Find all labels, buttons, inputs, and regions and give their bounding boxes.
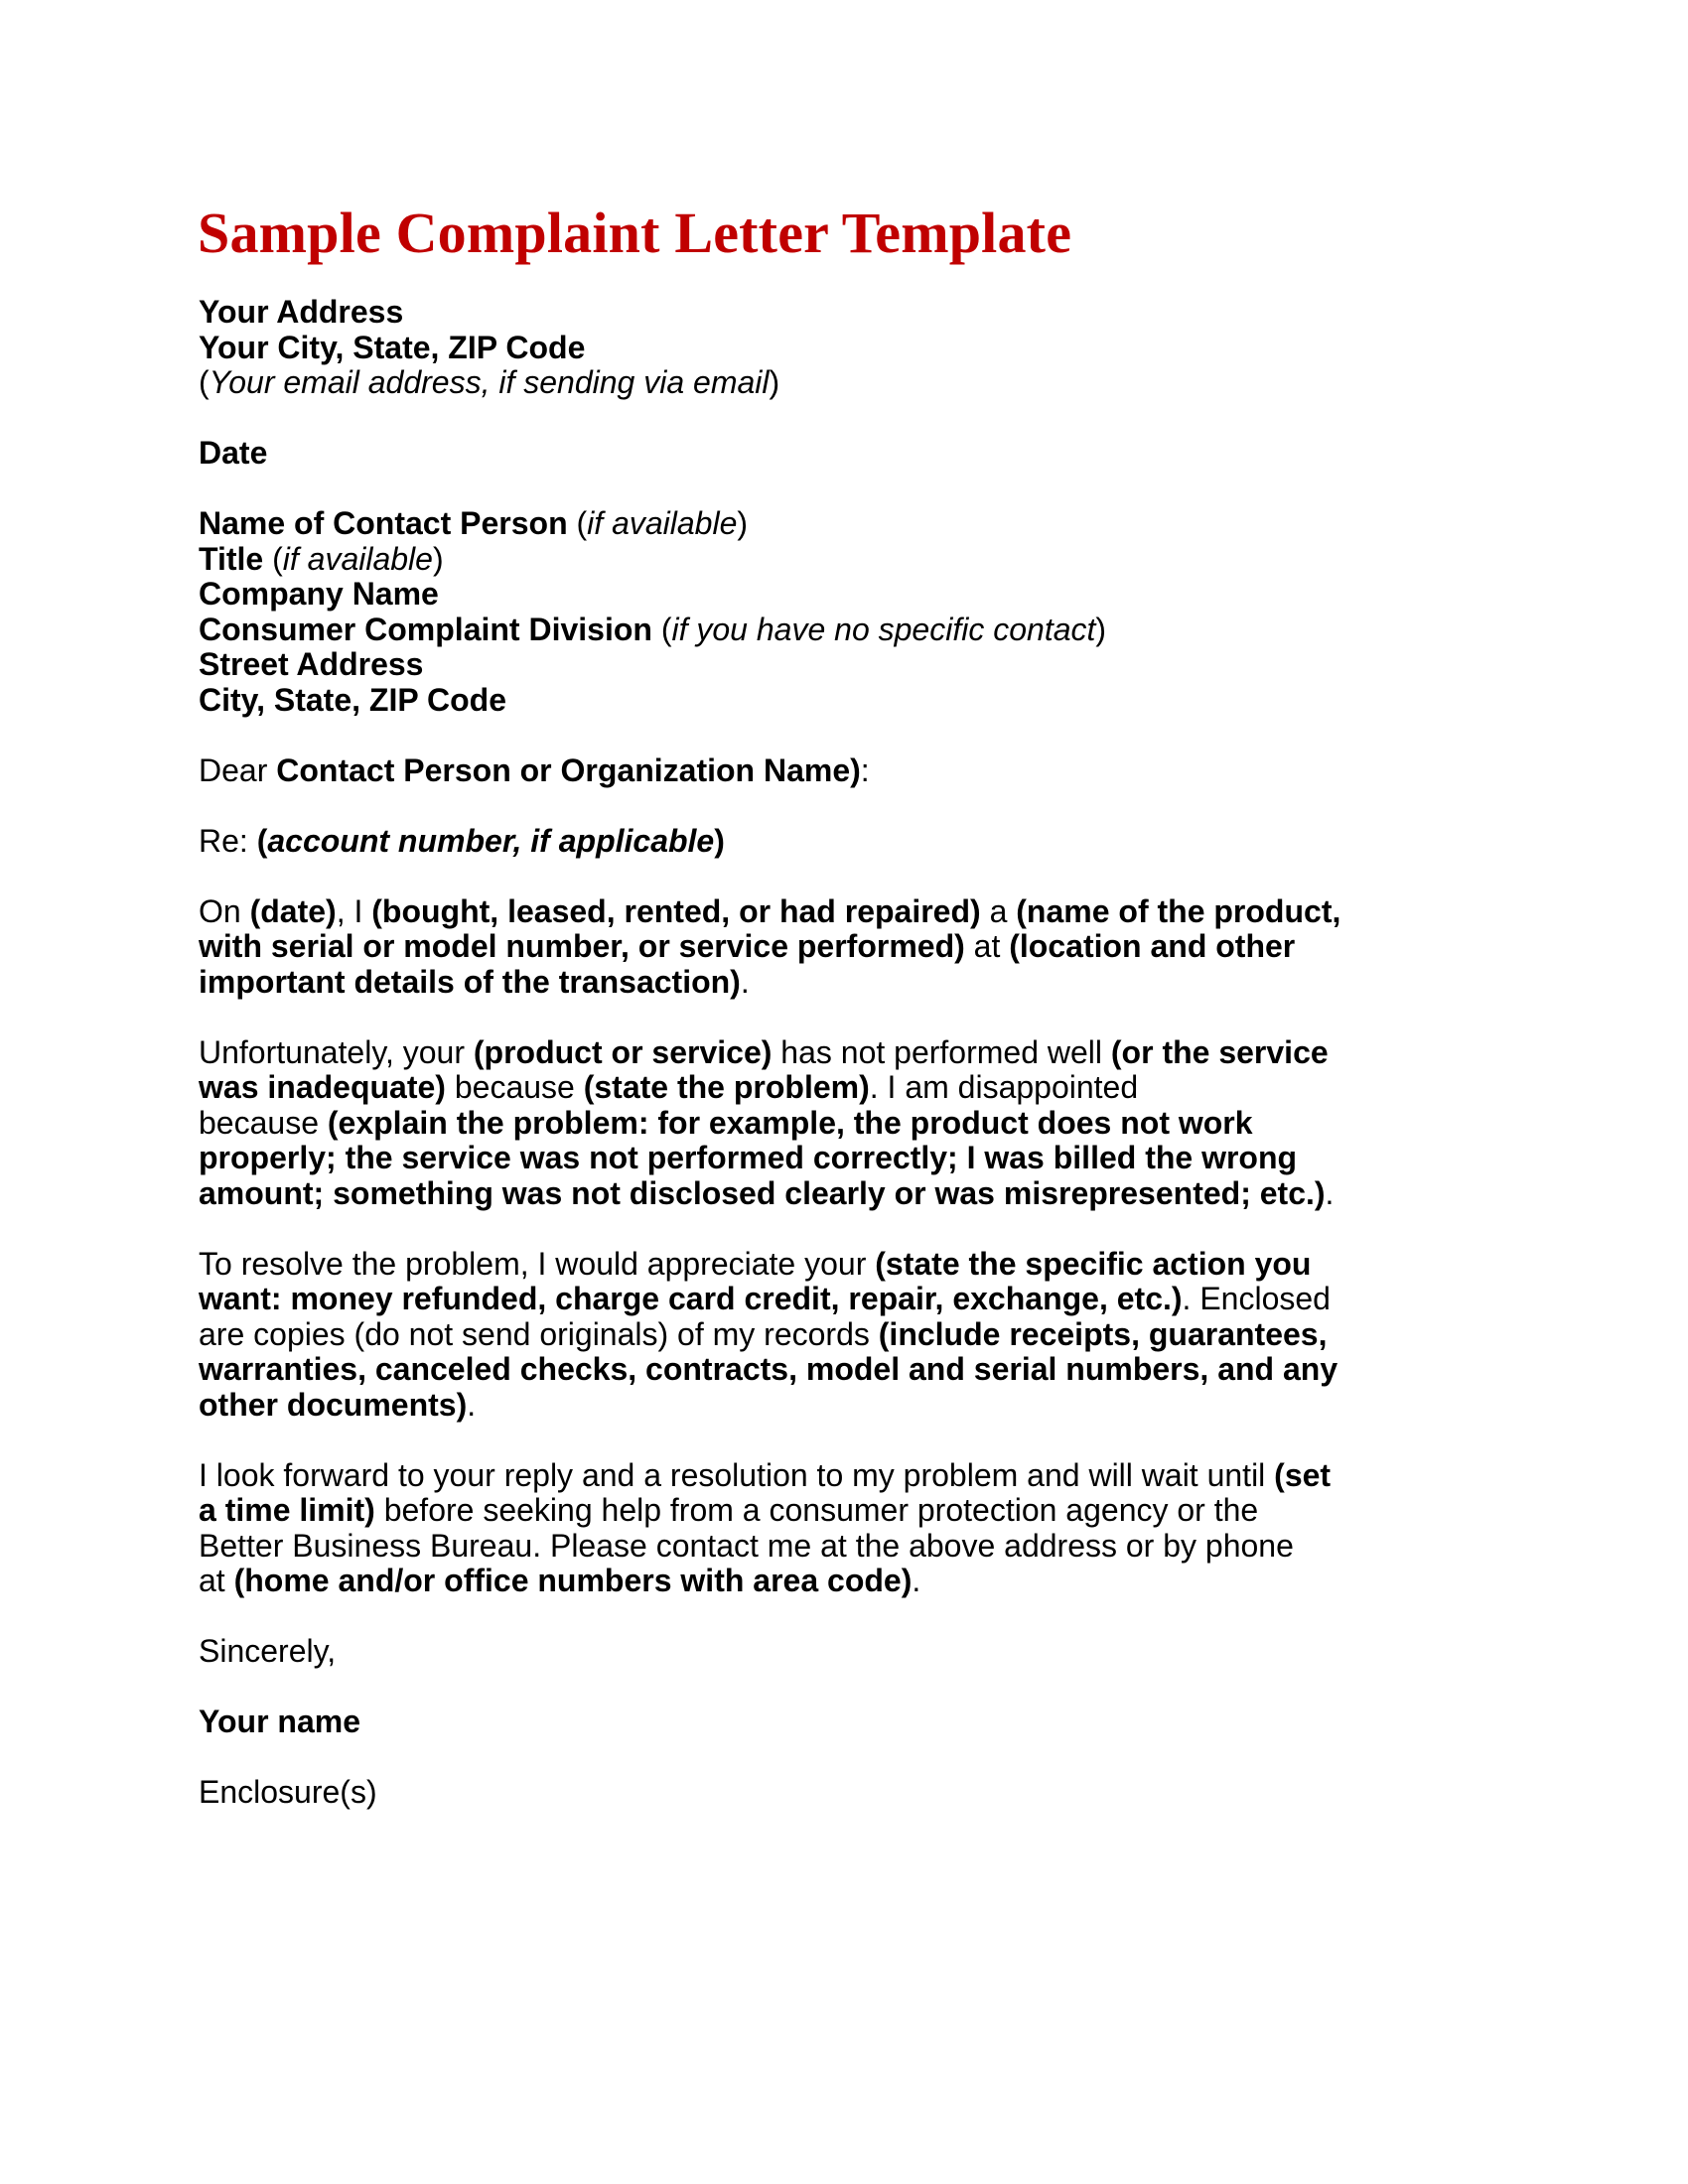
bold-text: Company Name [199,576,439,612]
bold-text: other documents) [199,1386,468,1423]
plain-text: because [445,1069,584,1105]
bold-text: Your City, State, ZIP Code [199,329,586,365]
text-line [199,331,1509,366]
text-line [199,1141,1509,1176]
plain-text: ) [769,364,780,400]
text-line [199,753,1509,789]
text-line [199,683,1509,719]
text-line [199,1775,1509,1811]
recipient-address [199,506,1509,718]
text-line [199,824,1509,860]
text-line [199,542,1509,578]
text-line [199,1529,1509,1565]
text-line [199,1564,1509,1599]
text-line [199,1352,1509,1388]
plain-text: . [740,963,750,1000]
bold-text: Contact Person or Organization Name) [276,751,861,788]
bold-text: amount; something was not disclosed clearly or was misrepresented; etc.) [199,1174,1326,1211]
text-line [199,1070,1509,1106]
plain-text: at [964,928,1010,964]
italic-text: Your email address, if sending via email [209,364,770,400]
bold-text: Street Address [199,646,424,682]
plain-text: , I [336,892,372,929]
plain-text: ( [567,505,588,541]
text-line [199,1317,1509,1353]
text-line [199,1634,1509,1670]
plain-text: are copies (do not send originals) of my records [199,1315,879,1352]
bold-text: a time limit) [199,1492,375,1528]
paragraph-deadline [199,1458,1509,1599]
bold-text: (state the problem) [583,1069,870,1105]
text-line [199,295,1509,331]
text-line [199,365,1509,401]
italic-text: if available [282,540,433,577]
plain-text: ( [199,364,210,400]
plain-text: Dear [199,751,277,788]
plain-text: a [980,892,1017,929]
document-title: Sample Complaint Letter Template [198,201,1072,265]
bold-text: (include receipts, guarantees, [878,1315,1328,1352]
bold-text: City, State, ZIP Code [199,681,506,718]
plain-text: ( [651,611,672,647]
plain-text: ) [432,540,444,577]
salutation [199,753,1509,789]
plain-text: because [199,1104,328,1141]
paragraph-resolution [199,1247,1509,1424]
bold-text: important details of the transaction) [199,963,741,1000]
text-line [199,613,1509,648]
bold-text: was inadequate) [199,1069,446,1105]
bold-text: (explain the problem: for example, the product does not work [327,1104,1253,1141]
bold-text: ) [714,822,725,859]
bold-text: (location and other [1009,928,1296,964]
plain-text: before seeking help from a consumer protection agency or the [374,1492,1259,1528]
plain-text: . [1325,1174,1335,1211]
sender-address [199,295,1509,401]
plain-text: Enclosure(s) [199,1774,377,1810]
plain-text: . [912,1563,921,1598]
text-line [199,1035,1509,1071]
bold-text: warranties, canceled checks, contracts, model and serial numbers, and any [199,1351,1338,1387]
plain-text: Sincerely, [199,1633,337,1669]
plain-text: Unfortunately, your [199,1033,474,1070]
text-line [199,436,1509,472]
plain-text: I look forward to your reply and a resolution to my problem and will wait until [199,1456,1275,1493]
text-line [199,1458,1509,1494]
date [199,436,1509,472]
text-line [199,1388,1509,1424]
bold-text: (date) [249,892,337,929]
bold-text: Your name [199,1704,360,1739]
bold-text: properly; the service was not performed correctly; I was billed the wrong [199,1140,1298,1175]
plain-text: ) [1095,611,1107,647]
bold-text: ( [256,822,268,859]
bold-text: Name of Contact Person [199,505,568,541]
text-line [199,1176,1509,1212]
plain-text: Re: [199,822,257,859]
plain-text: . Enclosed [1182,1281,1331,1316]
plain-text: . I am disappointed [869,1069,1139,1105]
plain-text: has not performed well [772,1033,1111,1070]
plain-text: ( [263,540,283,577]
bold-text: (or the service [1110,1033,1329,1070]
bold-text: Consumer Complaint Division [199,611,652,647]
bold-text: with serial or model number, or service performed) [199,928,965,964]
text-line [199,929,1509,965]
text-line [199,965,1509,1001]
paragraph-purchase [199,894,1509,1001]
plain-text: Better Business Bureau. Please contact me at the above address or by phone [199,1527,1294,1564]
italic-text: if available [587,505,738,541]
text-line [199,1247,1509,1283]
plain-text: ) [737,505,749,541]
plain-text: On [199,892,250,929]
bold-text: (bought, leased, rented, or had repaired) [371,892,981,929]
paragraph-problem [199,1035,1509,1212]
bold-text: (home and/or office numbers with area code) [233,1563,913,1598]
bold-text: (name of the product, [1016,892,1341,929]
bold-text: Your Address [199,294,404,330]
text-line [199,647,1509,683]
bold-text: (set [1274,1456,1332,1493]
plain-text: at [199,1563,234,1598]
closing [199,1634,1509,1670]
text-line [199,1106,1509,1142]
plain-text: : [860,751,870,788]
bold-text: Date [199,435,268,471]
text-line [199,1282,1509,1317]
text-line [199,1705,1509,1740]
bold-text: (product or service) [473,1033,773,1070]
subject-line [199,824,1509,860]
bold-text: want: money refunded, charge card credit, repair, exchange, etc.) [199,1281,1183,1316]
signature-name [199,1705,1509,1740]
plain-text: To resolve the problem, I would appreciate your [199,1245,876,1282]
text-line [199,577,1509,613]
text-line [199,894,1509,930]
italic-text: if you have no specific contact [671,611,1096,647]
text-line [199,506,1509,542]
bold-text: (state the specific action you [875,1245,1312,1282]
bold-italic-text: account number, if applicable [267,822,715,859]
letter-body [199,295,1509,1845]
text-line [199,1493,1509,1529]
bold-text: Title [199,540,264,577]
plain-text: . [467,1386,477,1423]
enclosure-note [199,1775,1509,1811]
